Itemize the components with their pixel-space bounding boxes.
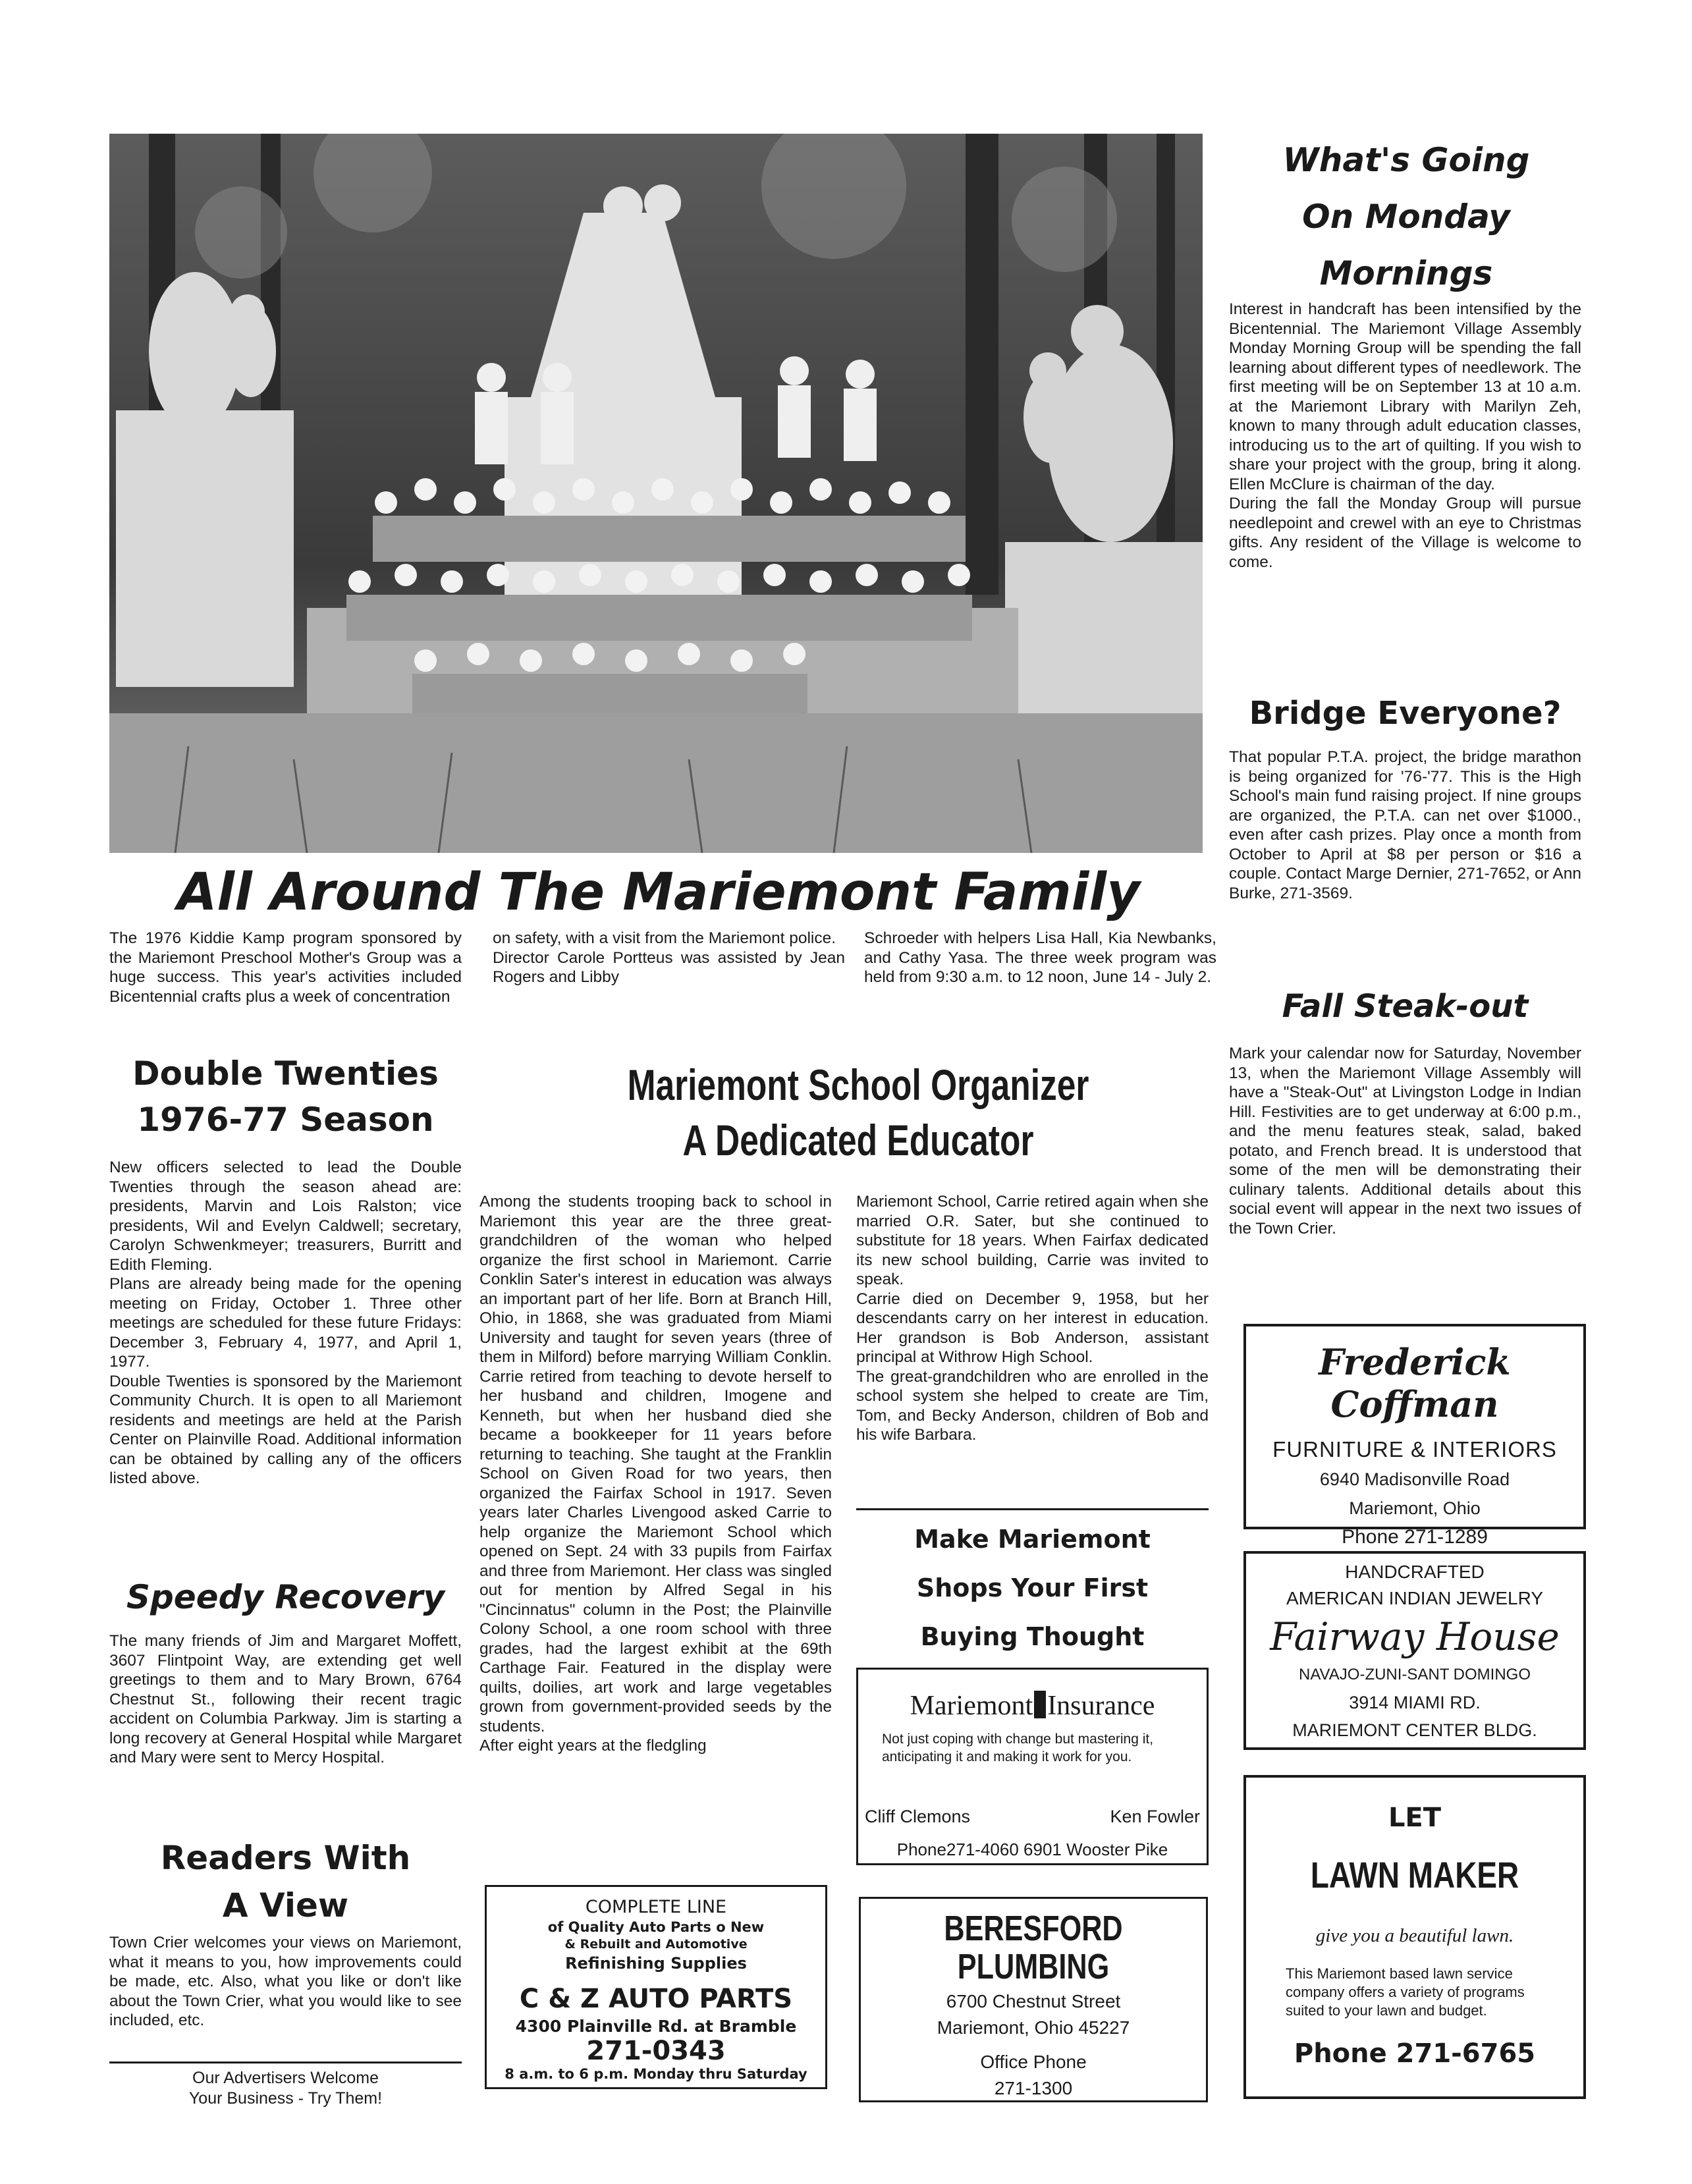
cz-auto-address: 4300 Plainville Rd. at Bramble xyxy=(515,2017,797,2036)
make-mariemont-banner xyxy=(856,1515,1209,1661)
school-organizer-title-line1: Mariemont School Organizer xyxy=(627,1060,1089,1109)
kiddie-kamp-col2: on safety, with a visit from the Mariemont police. Director Carole Portteus was assisted by Jean Rogers and Libby xyxy=(493,929,845,986)
fairway-name: Fairway House xyxy=(1270,1614,1560,1659)
fairway-line2: AMERICAN INDIAN JEWELRY xyxy=(1286,1588,1543,1608)
insurance-name-left: Mariemont xyxy=(910,1691,1033,1721)
steak-out-title: Fall Steak-out xyxy=(1282,988,1529,1025)
kiddie-kamp-col1: The 1976 Kiddie Kamp program sponsored by the Mariemont Preschool Mother's Group was a huge success. This year's activities included Bicentennial crafts plus a week of concentration xyxy=(109,929,462,1006)
coffman-line3: Mariemont, Ohio xyxy=(1349,1498,1481,1518)
cz-auto-line4: Refinishing Supplies xyxy=(565,1954,747,1973)
readers-view-body: Town Crier welcomes your views on Mariemont, what it means to you, how improvements could be made, etc. Also, what you like or don't like about the Town Crier, what you would like to see included, etc. xyxy=(109,1934,462,2029)
insurance-agents xyxy=(865,1807,1200,1827)
steak-out-body: Mark your calendar now for Saturday, November 13, when the Mariemont Village Assembly will have a "Steak-Out" at Livingston Lodge in Indian Hill. Festivities are to get underway at 6:00 p.m., and the menu features steak, salad, baked potato, and French bread. It is understood that some of the men will be demonstrating their culinary talents. Additional details about this social event will appear in the next two issues of the Town Crier. xyxy=(1229,1045,1581,1238)
beresford-line1: 6700 Chestnut Street xyxy=(946,1991,1121,2011)
lawn-maker-phone: Phone 271-6765 xyxy=(1294,2038,1536,2069)
beresford-name xyxy=(861,1909,1206,1986)
monday-mornings-title-line3: Mornings xyxy=(1319,254,1493,292)
insurance-logo xyxy=(858,1689,1207,1722)
insurance-body: Not just coping with change but mastering it, anticipating it and making it work for you. xyxy=(882,1732,1154,1764)
fairway-line3: NAVAJO-ZUNI-SANT DOMINGO xyxy=(1298,1666,1531,1683)
speedy-recovery-title: Speedy Recovery xyxy=(126,1578,445,1616)
beresford-name-line2: PLUMBING xyxy=(957,1947,1110,1986)
insurance-ad xyxy=(856,1668,1209,1865)
readers-view-title-line1: Readers With xyxy=(160,1839,411,1877)
cz-auto-line1: COMPLETE LINE xyxy=(585,1897,727,1917)
coffman-ad xyxy=(1243,1324,1586,1548)
double-twenties-title-line1: Double Twenties xyxy=(132,1054,439,1093)
readers-view-title xyxy=(109,1834,462,1929)
lawn-maker-tagline: give you a beautiful lawn. xyxy=(1315,1925,1514,1946)
monday-mornings-body: Interest in handcraft has been intensified by the Bicentennial. The Mariemont Village Assembly Monday Morning Group will be spending the fall learning about different types of needlework. The first meeting will be on September 13 at 10 a.m. at the Mariemont Library with Marilyn Zeh, known to many through adult education classes, introducing us to the art of quilting. If you wish to share your project with the group, bring it along. Ellen McClure is chairman of the day. During the fall the Monday Group will pursue needlepoint and crewel with an eye to Christmas gifts. Any resident of the Village is welcome to come. xyxy=(1229,300,1581,571)
school-organizer-rule xyxy=(856,1508,1209,1510)
cz-auto-name: C & Z AUTO PARTS xyxy=(519,1984,793,2014)
monday-mornings-title-line1: What's Going xyxy=(1282,141,1530,179)
coffman-line4: Phone 271-1289 xyxy=(1342,1526,1488,1548)
advertisers-note xyxy=(109,2068,462,2109)
coffman-line2: 6940 Madisonville Road xyxy=(1319,1469,1510,1489)
cz-auto-line2: of Quality Auto Parts o New xyxy=(547,1919,765,1935)
make-mariemont-line1: Make Mariemont xyxy=(914,1525,1151,1554)
double-twenties-title xyxy=(109,1051,462,1143)
beresford-ad xyxy=(859,1897,1208,2102)
school-organizer-col2: Mariemont School, Carrie retired again when she married O.R. Sater, but she continued to substitute for 18 years. When Fairfax dedicated its new school building, Carrie was invited to speak. Carrie died on December 9, 1958, but her descendants carry on her interest in education. Her grandson is Bob Anderson, assistant principal at Withrow High School. The great-grandchildren who are enrolled in the school system she helped to create are Tim, Tom, and Becky Anderson, children of Bob and his wife Barbara. xyxy=(856,1193,1209,1444)
speedy-recovery-body: The many friends of Jim and Margaret Moffett, 3607 Flintpoint Way, are extending get well greetings to them and to Mary Brown, 6764 Chestnut St., following their recent tragic accident on Columbia Parkway. Jim is starting a long recovery at General Hospital while Margaret and Mary were sent to Mercy Hospital. xyxy=(109,1632,462,1766)
monday-mornings-title xyxy=(1232,132,1581,302)
insurance-logo-icon xyxy=(1034,1691,1046,1718)
beresford-line4: 271-1300 xyxy=(994,2078,1073,2098)
bridge-title: Bridge Everyone? xyxy=(1249,695,1562,732)
coffman-name: Frederick Coffman xyxy=(1319,1341,1511,1425)
cz-auto-phone: 271-0343 xyxy=(586,2036,726,2066)
school-organizer-title-line2: A Dedicated Educator xyxy=(682,1116,1034,1164)
fairway-ad xyxy=(1243,1551,1586,1750)
group-photo xyxy=(109,134,1203,853)
make-mariemont-line3: Buying Thought xyxy=(920,1622,1145,1651)
advertisers-note-line1: Our Advertisers Welcome xyxy=(192,2069,379,2087)
coffman-line1: FURNITURE & INTERIORS xyxy=(1272,1437,1557,1461)
lawn-maker-body: This Mariemont based lawn service company offers a variety of programs suited to your lawn and budget. xyxy=(1286,1965,1525,2019)
lawn-maker-line2: LAWN MAKER xyxy=(1310,1854,1519,1896)
beresford-line3: Office Phone xyxy=(980,2052,1087,2072)
advertisers-note-line2: Your Business - Try Them! xyxy=(188,2089,383,2108)
beresford-line2: Mariemont, Ohio 45227 xyxy=(937,2017,1130,2038)
group-photo-illustration xyxy=(109,134,1203,853)
lawn-maker-ad xyxy=(1243,1775,1586,2099)
insurance-agent-1: Cliff Clemons xyxy=(865,1807,971,1826)
readers-view-title-line2: A View xyxy=(222,1886,349,1925)
fairway-line4: 3914 MIAMI RD. xyxy=(1349,1693,1481,1712)
readers-view-rule xyxy=(109,2061,462,2063)
double-twenties-body: New officers selected to lead the Double Twenties through the season ahead are: presidents, Marvin and Lois Ralston; vice presidents, Wil and Evelyn Caldwell; secretary, Carolyn Schwenkmeyer; treasurers, Burritt and Edith Fleming. Plans are already being made for the opening meeting on Friday, October 1. Three other meetings are scheduled for these future Fridays: December 3, February 4, 1977, and April 1, 1977. Double Twenties is sponsored by the Mariemont Community Church. It is open to all Mariemont residents and meetings are held at the Parish Center on Plainville Road. Additional information can be obtained by calling any of the officers listed above. xyxy=(109,1159,462,1487)
lawn-maker-line1: LET xyxy=(1388,1803,1442,1833)
cz-auto-hours: 8 a.m. to 6 p.m. Monday thru Saturday xyxy=(505,2066,807,2082)
beresford-name-line1: BERESFORD xyxy=(944,1909,1123,1948)
fairway-line1: HANDCRAFTED xyxy=(1345,1562,1485,1582)
insurance-contact: Phone271-4060 6901 Wooster Pike xyxy=(896,1840,1168,1859)
make-mariemont-line2: Shops Your First xyxy=(916,1573,1149,1602)
double-twenties-title-line2: 1976-77 Season xyxy=(137,1101,434,1139)
main-headline: All Around The Mariemont Family xyxy=(177,863,1140,922)
insurance-name-right: Insurance xyxy=(1047,1691,1155,1721)
school-organizer-title xyxy=(493,1057,1224,1168)
monday-mornings-title-line2: On Monday xyxy=(1302,198,1510,236)
bridge-body: That popular P.T.A. project, the bridge marathon is being organized for '76-'77. This is the High School's main fund raising project. If nine groups are organized, the P.T.A. can net over $1000., even after cash prizes. Play once a month from October to April at $8 per person or $16 a couple. Contact Marge Dernier, 271-7652, or Ann Burke, 271-3569. xyxy=(1229,748,1581,902)
cz-auto-line3: & Rebuilt and Automotive xyxy=(564,1937,748,1952)
cz-auto-ad xyxy=(485,1885,827,2089)
insurance-agent-2: Ken Fowler xyxy=(1110,1807,1200,1826)
kiddie-kamp-col3: Schroeder with helpers Lisa Hall, Kia Newbanks, and Cathy Yasa. The three week program was held from 9:30 a.m. to 12 noon, June 14 - July 2. xyxy=(864,929,1216,986)
school-organizer-col1: Among the students trooping back to school in Mariemont this year are the three great-grandchildren of the woman who helped organize the first school in Mariemont. Carrie Conklin Sater's interest in education was always an important part of her life. Born at Branch Hill, Ohio, in 1868, she was graduated from Miami University and taught for seven years (three of them in Milford) before marrying William Conklin. Carrie retired from teaching to devote herself to her husband and children, Imogene and Kenneth, but when her husband died she became a bookkeeper for 11 years before returning to teaching. She taught at the Franklin School on Given Road for two years, then organized the Fairfax School in 1917. Seven years later Charles Livengood asked Carrie to help organize the Mariemont School which opened on Sept. 24 with 33 pupils from Fairfax and three from Mariemont. Her class was singled out for mention by Alfred Segal in his "Cincinnatus" column in the Post; the Plainville Colony School, a one room school with three grades, had the largest exhibit at the 69th Carthage Fair. Featured in the display were quilts, doilies, art work and large vegetables grown from government-provided seeds by the students. After eight years at the fledgling xyxy=(479,1193,832,1755)
fairway-line5: MARIEMONT CENTER BLDG. xyxy=(1292,1720,1537,1740)
